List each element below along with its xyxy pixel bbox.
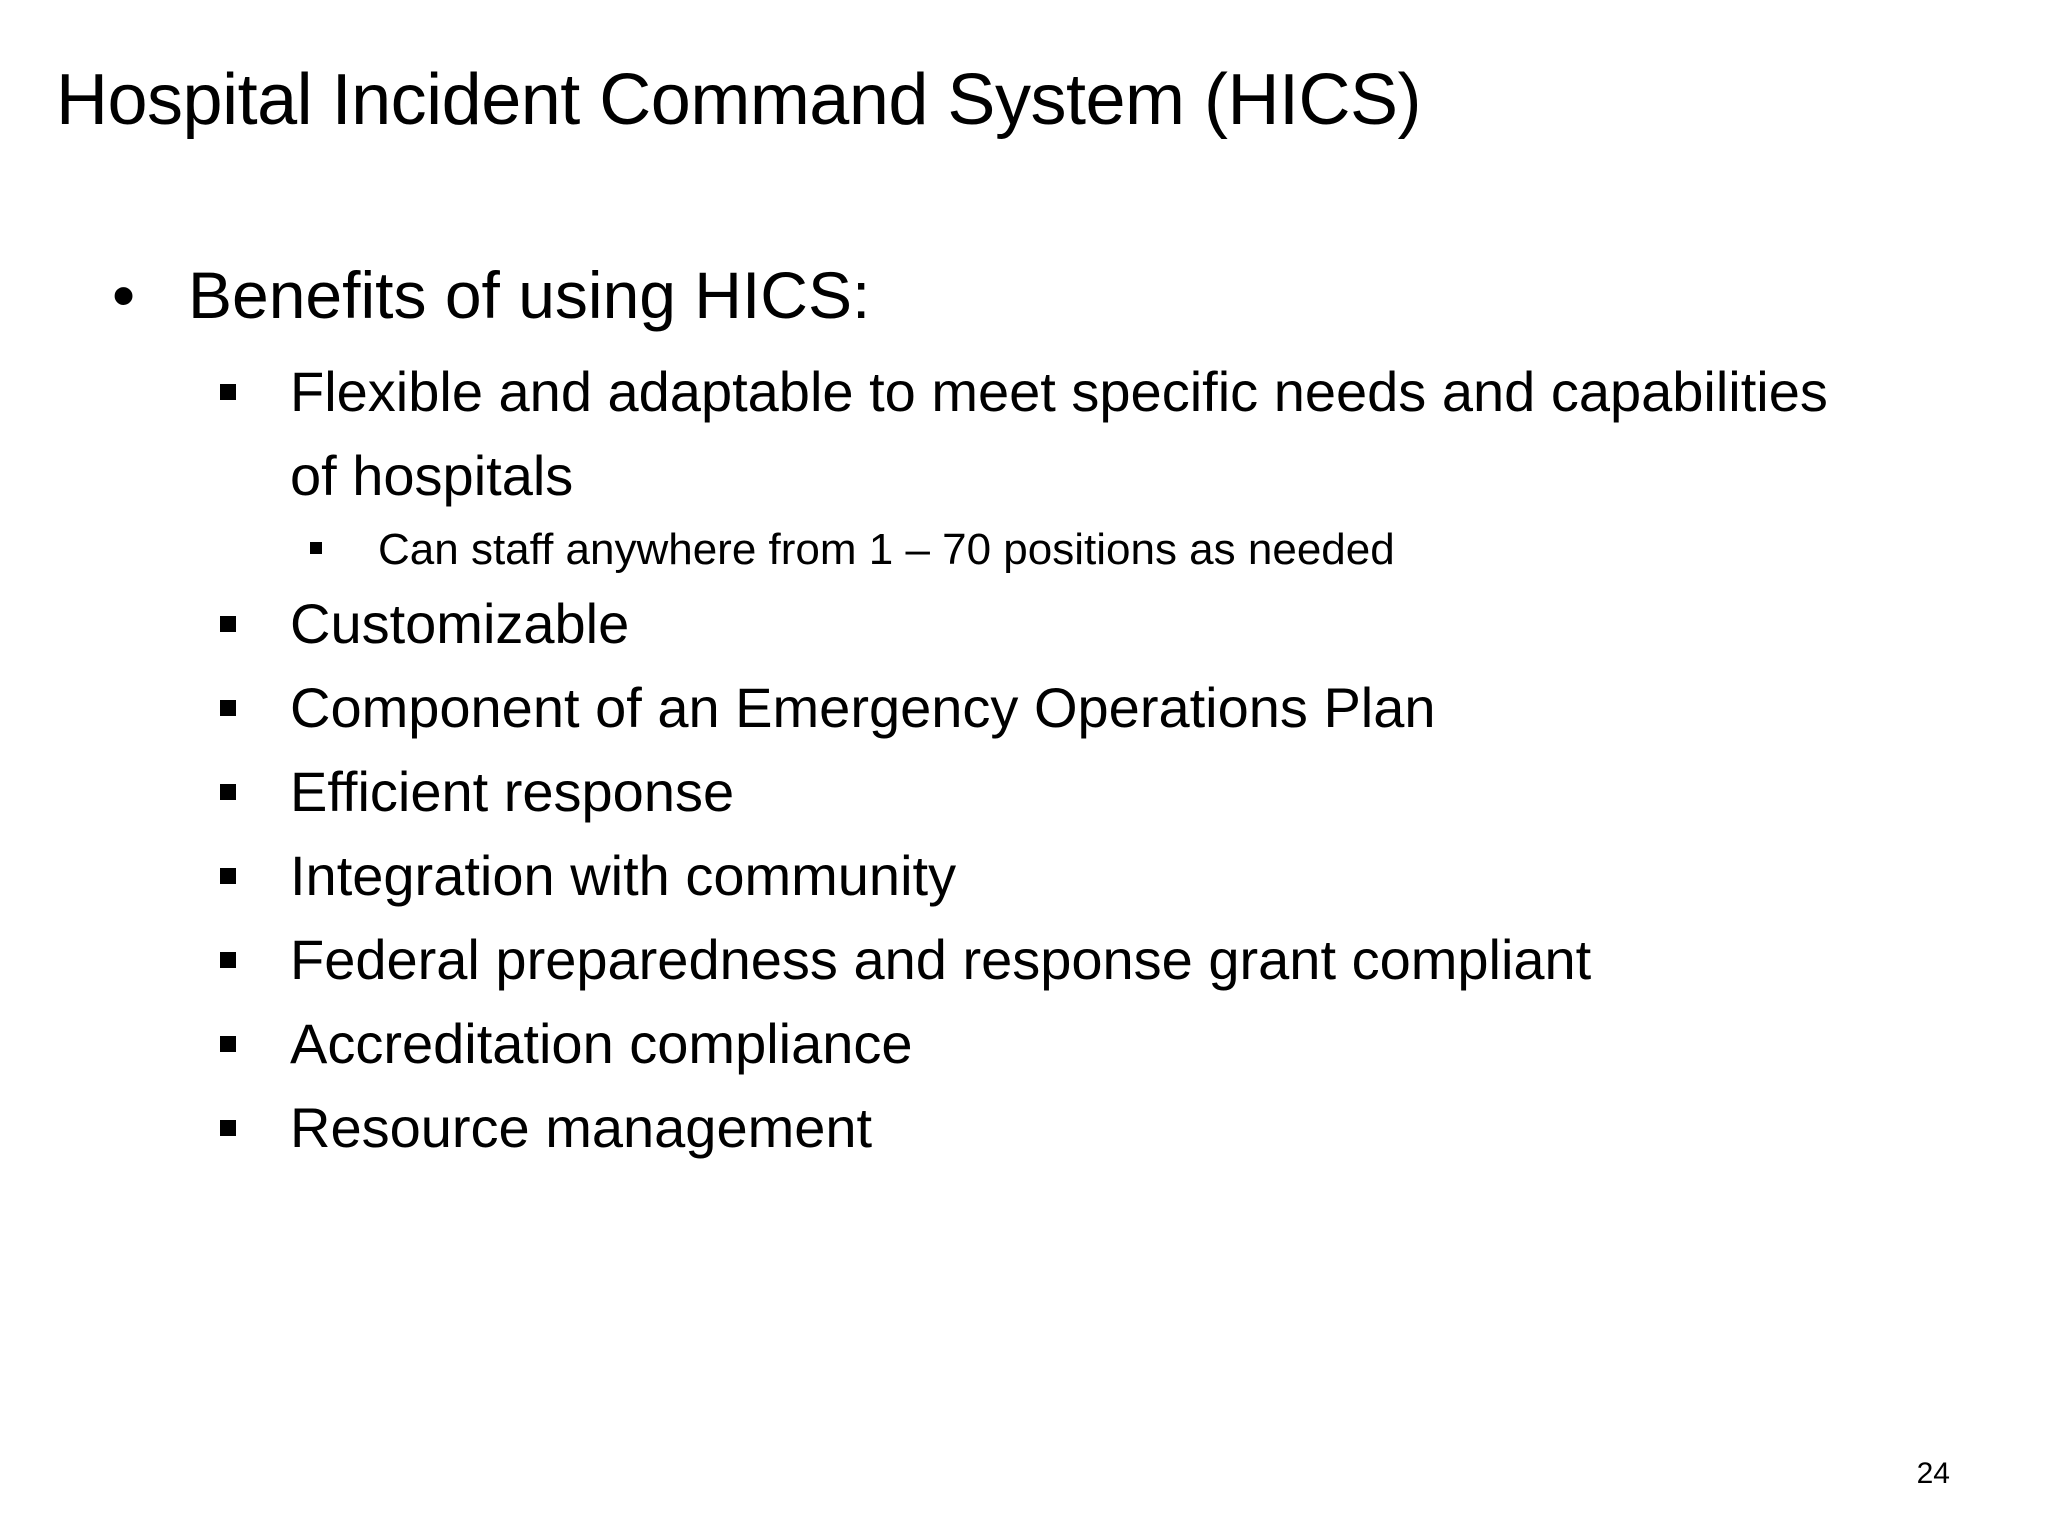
square-bullet-icon <box>220 700 236 716</box>
list-item-text: Resource management <box>290 1096 873 1159</box>
list-item <box>216 582 1916 666</box>
square-bullet-icon <box>220 1036 236 1052</box>
list-item-text: Accreditation compliance <box>290 1012 913 1075</box>
list-item-text: Can staff anywhere from 1 – 70 positions as needed <box>378 525 1395 574</box>
square-bullet-icon <box>220 384 236 400</box>
benefits-list <box>216 350 1916 1170</box>
list-item <box>216 350 1916 518</box>
list-item-nested <box>216 518 1916 582</box>
list-item <box>216 750 1916 834</box>
bullet-dot-icon: • <box>112 258 136 332</box>
list-item-text: Component of an Emergency Operations Plan <box>290 676 1436 739</box>
square-bullet-icon <box>220 1120 236 1136</box>
page-number: 24 <box>1916 1457 1950 1490</box>
list-item-text: Integration with community <box>290 844 957 907</box>
slide-title: Hospital Incident Command System (HICS) <box>56 60 1421 140</box>
list-item-text: Customizable <box>290 592 630 655</box>
list-item <box>216 666 1916 750</box>
list-item-text: Efficient response <box>290 760 735 823</box>
list-item <box>216 918 1916 1002</box>
square-bullet-icon <box>220 868 236 884</box>
main-bullet-text: Benefits of using HICS: <box>188 258 871 332</box>
list-item-text: Federal preparedness and response grant compliant <box>290 928 1592 991</box>
list-item <box>216 1086 1916 1170</box>
list-item <box>216 834 1916 918</box>
list-item <box>216 1002 1916 1086</box>
list-item-text: Flexible and adaptable to meet specific needs and capabilities of hospitals <box>290 360 1828 507</box>
square-bullet-icon <box>220 784 236 800</box>
square-bullet-icon <box>220 952 236 968</box>
square-bullet-icon <box>310 542 322 554</box>
square-bullet-icon <box>220 616 236 632</box>
